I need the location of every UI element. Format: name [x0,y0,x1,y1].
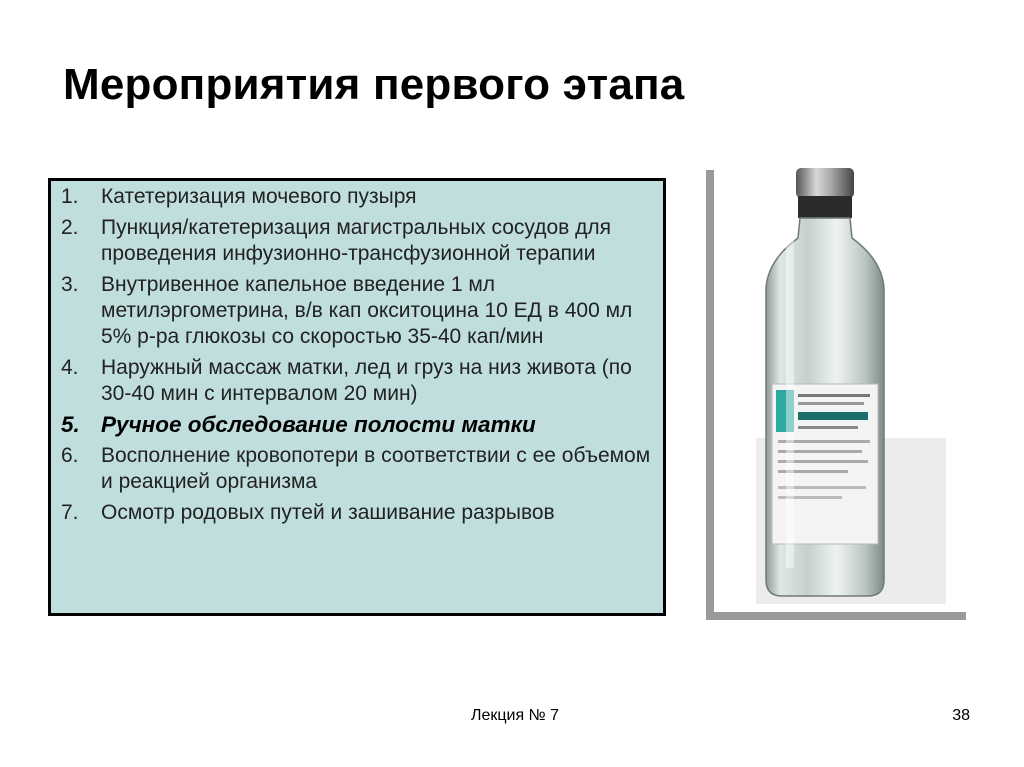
item-number: 3. [61,273,79,296]
list-item [61,215,659,267]
item-number: 7. [61,501,79,524]
photo-frame-left [706,170,714,620]
item-number: 1. [61,185,79,208]
item-text: Наружный массаж матки, лед и груз на низ живота (по 30-40 мин с интервалом 20 мин) [101,356,632,405]
footer-lecture: Лекция № 7 [470,707,560,724]
page-number: 38 [952,707,970,724]
list-item-emphasized [61,412,659,438]
item-text: Ручное обследование полости матки [101,412,536,437]
list-item [61,443,659,495]
infusion-bottle-photo [706,168,968,624]
list-item [61,355,659,407]
steps-box [48,178,666,616]
bottle-cap [796,168,854,198]
list-item [61,500,659,526]
photo-frame-bottom [706,612,966,620]
list-item [61,272,659,350]
item-text: Внутривенное капельное введение 1 мл метилэргометрина, в/в кап окситоцина 10 ЕД в 400 мл 5% р-ра глюкозы со скоростью 35-40 кап/мин [101,273,633,348]
slide-title: Мероприятия первого этапа [63,60,685,109]
list-item [61,184,659,210]
item-text: Пункция/катетеризация магистральных сосудов для проведения инфузионно-трансфузионной терапии [101,216,612,265]
item-number: 2. [61,216,79,239]
item-text: Осмотр родовых путей и зашивание разрывов [101,501,555,524]
item-number: 4. [61,356,79,379]
item-number: 5. [61,412,80,437]
item-text: Катетеризация мочевого пузыря [101,185,417,208]
item-number: 6. [61,444,79,467]
item-text: Восполнение кровопотери в соответствии с ее объемом и реакцией организма [101,444,651,493]
steps-list [61,184,659,531]
